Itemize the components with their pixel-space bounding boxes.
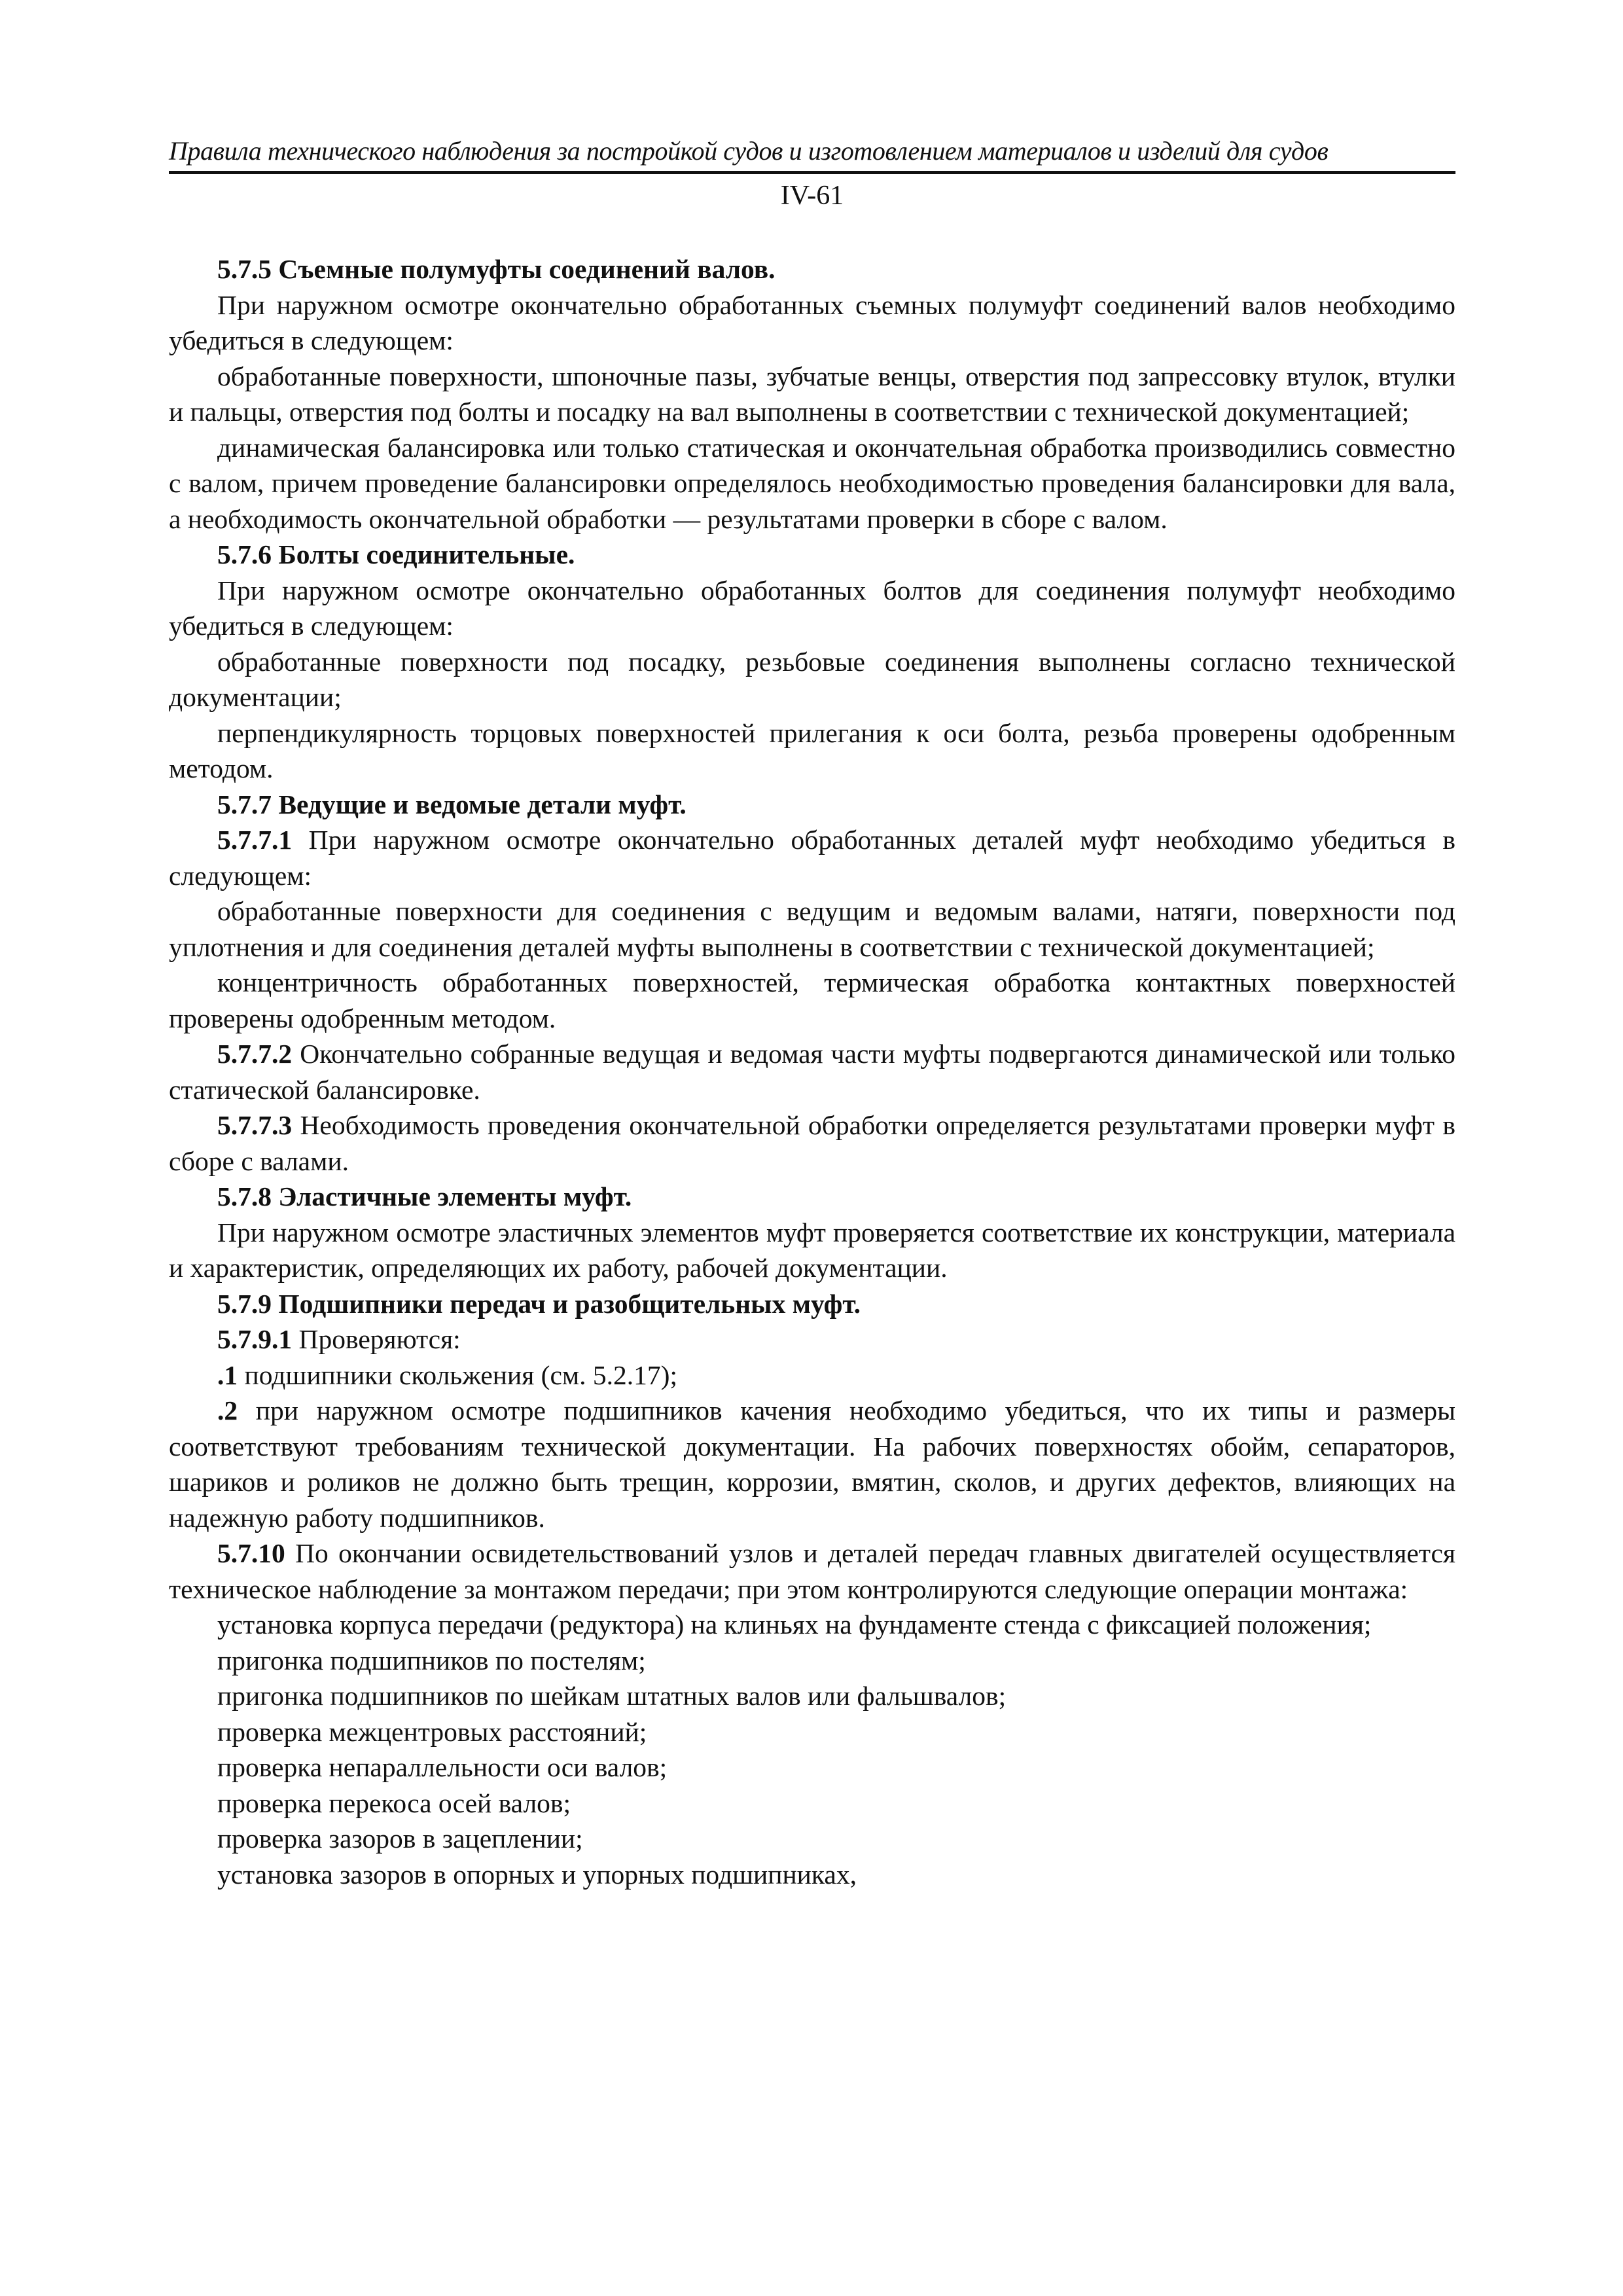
list-item: установка корпуса передачи (редуктора) на клиньях на фундаменте стенда с фиксацией положения; (217, 1609, 1372, 1640)
list-item: проверка непараллельности оси валов; (217, 1752, 668, 1782)
list-item: проверка перекоса осей валов; (217, 1787, 571, 1818)
section-heading: 5.7.7 Ведущие и ведомые детали муфт. (217, 789, 687, 819)
body-paragraph: обработанные поверхности для соединения с ведущим и ведомым валами, натяги, поверхности под уплотнения и для соединения деталей муфты выполнены в соответствии с технической документацией; (169, 896, 1455, 962)
numbered-paragraph: 5.7.7.3 Необходимость проведения окончательной обработки определяется результатами проверки муфт в сборе с валами. (169, 1110, 1455, 1176)
body-paragraph: обработанные поверхности, шпоночные пазы, зубчатые венцы, отверстия под запрессовку втулок, втулки и пальцы, отверстия под болты и посадку на вал выполнены в соответствии с технической документацией; (169, 361, 1455, 427)
body-paragraph: концентричность обработанных поверхностей, термическая обработка контактных поверхностей проверены одобренным методом. (169, 967, 1455, 1033)
body-paragraph: При наружном осмотре окончательно обработанных болтов для соединения полумуфт необходимо убедиться в следующем: (169, 575, 1455, 641)
body-paragraph: динамическая балансировка или только статическая и окончательная обработка производились совместно с валом, причем проведение балансировки определялось необходимостью проведения балансировки для вала, а необходимость окончательной обработки — результатами проверки в сборе с валом. (169, 432, 1455, 534)
list-item: пригонка подшипников по постелям; (217, 1645, 646, 1676)
section-heading: 5.7.6 Болты соединительные. (217, 539, 575, 569)
body-paragraph: обработанные поверхности под посадку, резьбовые соединения выполнены согласно технической документации; (169, 646, 1455, 712)
list-item: пригонка подшипников по шейкам штатных валов или фальшвалов; (217, 1681, 1007, 1711)
numbered-paragraph: 5.7.7.2 Окончательно собранные ведущая и ведомая части муфты подвергаются динамической или только статической балансировке. (169, 1039, 1455, 1105)
running-header: Правила технического наблюдения за постройкой судов и изготовлением материалов и изделий для судов (169, 134, 1455, 174)
document-page (169, 134, 1455, 1892)
section-heading: 5.7.9 Подшипники передач и разобщительных муфт. (217, 1288, 861, 1319)
section-heading: 5.7.8 Эластичные элементы муфт. (217, 1181, 632, 1211)
page-number: IV-61 (780, 181, 844, 211)
body-paragraph: При наружном осмотре эластичных элементов муфт проверяется соответствие их конструкции, материала и характеристик, определяющих их работу, рабочей документации. (169, 1217, 1455, 1283)
section-heading: 5.7.5 Съемные полумуфты соединений валов. (217, 254, 776, 284)
body-paragraph: При наружном осмотре окончательно обработанных съемных полумуфт соединений валов необходимо убедиться в следующем: (169, 289, 1455, 355)
numbered-paragraph: 5.7.7.1 При наружном осмотре окончательно обработанных деталей муфт необходимо убедиться в следующем: (169, 825, 1455, 891)
document-body (169, 251, 1455, 1892)
list-item: .1 подшипники скольжения (см. 5.2.17); (217, 1359, 678, 1390)
list-item: .2 при наружном осмотре подшипников качения необходимо убедиться, что их типы и размеры соответствуют требованиям технической документации. На рабочих поверхностях обойм, сепараторов, шариков и роликов не должно быть трещин, коррозии, вмятин, сколов, и других дефектов, влияющих на надежную работу подшипников. (169, 1395, 1455, 1533)
numbered-paragraph: 5.7.10 По окончании освидетельствований узлов и деталей передач главных двигателей осуществляется техническое наблюдение за монтажом передачи; при этом контролируются следующие операции монтажа: (169, 1538, 1455, 1604)
body-paragraph: перпендикулярность торцовых поверхностей прилегания к оси болта, резьба проверены одобренным методом. (169, 717, 1455, 783)
list-item: проверка зазоров в зацеплении; (217, 1823, 583, 1854)
list-item: проверка межцентровых расстояний; (217, 1716, 647, 1747)
numbered-paragraph: 5.7.9.1 Проверяются: (217, 1324, 461, 1354)
list-item: установка зазоров в опорных и упорных подшипниках, (217, 1859, 857, 1890)
